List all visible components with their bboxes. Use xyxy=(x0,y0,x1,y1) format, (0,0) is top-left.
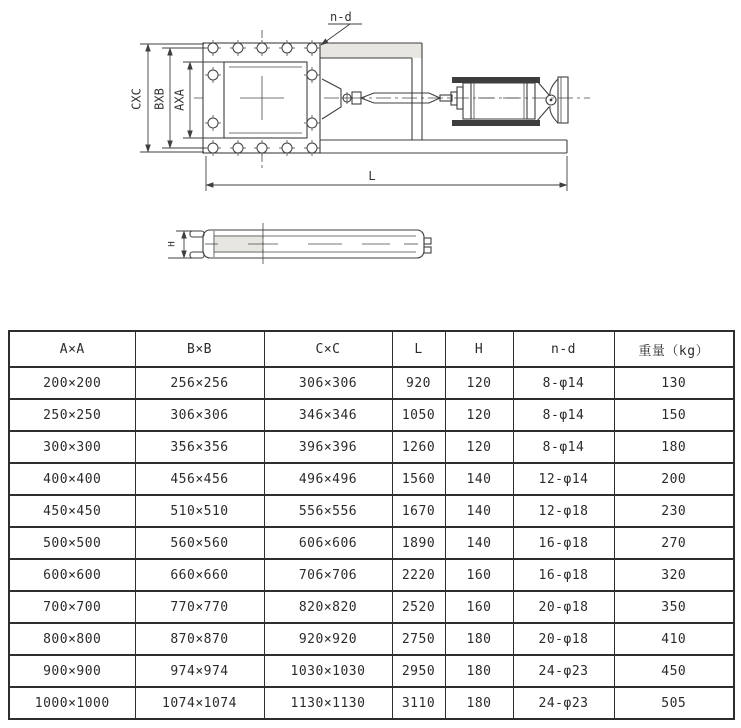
table-cell: 2950 xyxy=(392,655,445,687)
table-cell: 140 xyxy=(445,495,513,527)
column-header: H xyxy=(445,331,513,367)
spec-table-body xyxy=(9,367,734,719)
table-cell: 450×450 xyxy=(9,495,135,527)
column-header: C×C xyxy=(264,331,392,367)
table-cell: 556×556 xyxy=(264,495,392,527)
spec-table xyxy=(8,330,735,720)
table-cell: 1890 xyxy=(392,527,445,559)
table-cell: 660×660 xyxy=(135,559,264,591)
table-cell: 3110 xyxy=(392,687,445,719)
spec-table-container xyxy=(8,330,733,720)
column-header: 重量（kg） xyxy=(614,331,734,367)
table-row xyxy=(9,399,734,431)
table-cell: 2520 xyxy=(392,591,445,623)
column-header: n-d xyxy=(513,331,614,367)
table-cell: 140 xyxy=(445,463,513,495)
table-cell: 346×346 xyxy=(264,399,392,431)
table-cell: 120 xyxy=(445,367,513,399)
table-cell: 920×920 xyxy=(264,623,392,655)
table-cell: 500×500 xyxy=(9,527,135,559)
table-cell: 180 xyxy=(445,623,513,655)
table-cell: 456×456 xyxy=(135,463,264,495)
table-cell: 200×200 xyxy=(9,367,135,399)
table-cell: 974×974 xyxy=(135,655,264,687)
table-cell: 120 xyxy=(445,399,513,431)
table-cell: 180 xyxy=(445,687,513,719)
plan-view xyxy=(130,10,591,191)
table-cell: 1260 xyxy=(392,431,445,463)
column-header: A×A xyxy=(9,331,135,367)
table-cell: 306×306 xyxy=(264,367,392,399)
table-cell: 1000×1000 xyxy=(9,687,135,719)
table-cell: 8-φ14 xyxy=(513,367,614,399)
table-cell: 706×706 xyxy=(264,559,392,591)
bell-coupling xyxy=(537,77,568,123)
table-cell: 820×820 xyxy=(264,591,392,623)
table-cell: 300×300 xyxy=(9,431,135,463)
table-cell: 700×700 xyxy=(9,591,135,623)
dim-label-bxb: BXB xyxy=(152,88,167,110)
table-row xyxy=(9,367,734,399)
table-cell: 120 xyxy=(445,431,513,463)
nd-label: n-d xyxy=(330,10,352,24)
table-cell: 1670 xyxy=(392,495,445,527)
table-cell: 180 xyxy=(614,431,734,463)
table-cell: 140 xyxy=(445,527,513,559)
h-dimension xyxy=(168,231,203,258)
table-cell: 130 xyxy=(614,367,734,399)
table-cell: 450 xyxy=(614,655,734,687)
table-cell: 320 xyxy=(614,559,734,591)
table-row xyxy=(9,527,734,559)
table-cell: 230 xyxy=(614,495,734,527)
cylinder-actuator xyxy=(452,77,540,126)
table-row xyxy=(9,591,734,623)
table-cell: 2220 xyxy=(392,559,445,591)
table-cell: 1050 xyxy=(392,399,445,431)
l-dimension xyxy=(206,156,567,191)
table-cell: 400×400 xyxy=(9,463,135,495)
dim-label-cxc: CXC xyxy=(129,88,144,110)
table-cell: 12-φ18 xyxy=(513,495,614,527)
table-cell: 250×250 xyxy=(9,399,135,431)
dim-label-l: L xyxy=(368,169,376,183)
spec-table-header-row xyxy=(9,331,734,367)
table-cell: 160 xyxy=(445,591,513,623)
nd-callout xyxy=(321,10,362,45)
table-cell: 606×606 xyxy=(264,527,392,559)
table-cell: 16-φ18 xyxy=(513,559,614,591)
table-row xyxy=(9,623,734,655)
table-cell: 8-φ14 xyxy=(513,431,614,463)
table-cell: 1130×1130 xyxy=(264,687,392,719)
dim-label-h: H xyxy=(167,241,178,247)
table-cell: 2750 xyxy=(392,623,445,655)
table-row xyxy=(9,431,734,463)
table-cell: 1560 xyxy=(392,463,445,495)
stem-assembly xyxy=(322,79,463,119)
table-cell: 150 xyxy=(614,399,734,431)
table-cell: 770×770 xyxy=(135,591,264,623)
frame-bottom-rail xyxy=(320,140,567,153)
table-cell: 24-φ23 xyxy=(513,655,614,687)
table-cell: 200 xyxy=(614,463,734,495)
table-cell: 356×356 xyxy=(135,431,264,463)
table-cell: 560×560 xyxy=(135,527,264,559)
table-cell: 20-φ18 xyxy=(513,591,614,623)
table-cell: 270 xyxy=(614,527,734,559)
table-cell: 410 xyxy=(614,623,734,655)
table-cell: 24-φ23 xyxy=(513,687,614,719)
technical-drawing xyxy=(0,0,741,310)
table-cell: 496×496 xyxy=(264,463,392,495)
table-cell: 350 xyxy=(614,591,734,623)
column-header: L xyxy=(392,331,445,367)
table-row xyxy=(9,495,734,527)
table-cell: 1074×1074 xyxy=(135,687,264,719)
table-cell: 600×600 xyxy=(9,559,135,591)
table-cell: 12-φ14 xyxy=(513,463,614,495)
table-cell: 306×306 xyxy=(135,399,264,431)
table-cell: 160 xyxy=(445,559,513,591)
table-cell: 920 xyxy=(392,367,445,399)
table-cell: 180 xyxy=(445,655,513,687)
table-cell: 396×396 xyxy=(264,431,392,463)
table-cell: 900×900 xyxy=(9,655,135,687)
column-header: B×B xyxy=(135,331,264,367)
table-cell: 1030×1030 xyxy=(264,655,392,687)
table-cell: 8-φ14 xyxy=(513,399,614,431)
table-cell: 800×800 xyxy=(9,623,135,655)
table-cell: 256×256 xyxy=(135,367,264,399)
table-cell: 505 xyxy=(614,687,734,719)
table-cell: 870×870 xyxy=(135,623,264,655)
gate-valve-drawing xyxy=(0,0,741,310)
side-view xyxy=(168,223,432,266)
table-cell: 16-φ18 xyxy=(513,527,614,559)
table-cell: 510×510 xyxy=(135,495,264,527)
table-row xyxy=(9,559,734,591)
table-row xyxy=(9,687,734,719)
table-cell: 20-φ18 xyxy=(513,623,614,655)
dim-label-axa: AXA xyxy=(172,89,187,111)
table-row xyxy=(9,655,734,687)
table-row xyxy=(9,463,734,495)
